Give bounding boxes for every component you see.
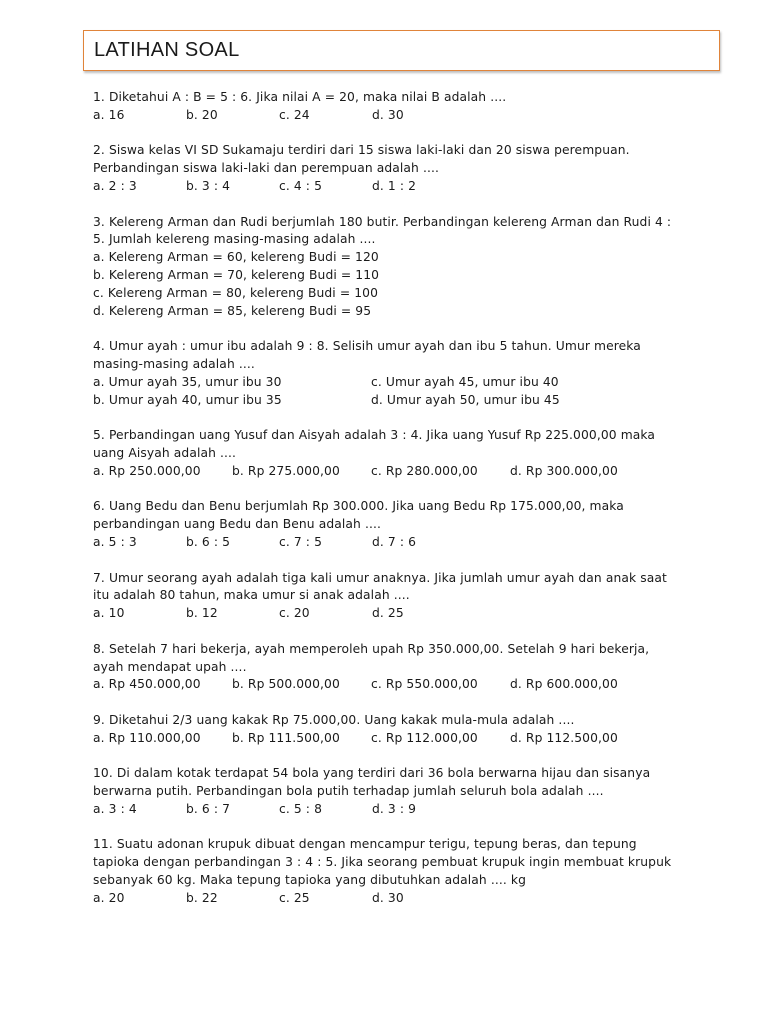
option-b: b. Rp 275.000,00 [232,463,340,478]
question-text: 2. Siswa kelas VI SD Sukamaju terdiri dari 15 siswa laki-laki dan 20 siswa perempuan. [93,143,630,158]
option-c: c. Umur ayah 45, umur ibu 40 [371,374,559,389]
option-b: b. 3 : 4 [186,178,231,193]
options-row [93,463,693,481]
question-text: 8. Setelah 7 hari bekerja, ayah memperoleh upah Rp 350.000,00. Setelah 9 hari bekerja, [93,641,650,656]
option-d: d. 25 [372,606,404,621]
question-list [93,89,693,925]
option-d: d. 30 [372,107,404,122]
option-c: c. 7 : 5 [279,534,322,549]
options-row [93,374,693,392]
option-a: a. 20 [93,890,125,905]
question-11 [93,836,693,907]
option-d: d. 30 [372,890,404,905]
option-d: d. Umur ayah 50, umur ibu 45 [371,392,560,407]
question-text: 4. Umur ayah : umur ibu adalah 9 : 8. Selisih umur ayah dan ibu 5 tahun. Umur mereka [93,339,641,354]
option-c: c. Rp 112.000,00 [371,730,478,745]
question-text: 5. Perbandingan uang Yusuf dan Aisyah adalah 3 : 4. Jika uang Yusuf Rp 225.000,00 maka [93,428,656,443]
option-b: b. 20 [186,107,218,122]
options-row [93,890,693,908]
option-b: b. Umur ayah 40, umur ibu 35 [93,392,282,407]
question-4 [93,338,693,409]
option-b: b. Rp 111.500,00 [232,730,340,745]
question-text: 9. Diketahui 2/3 uang kakak Rp 75.000,00. Uang kakak mula-mula adalah .... [93,712,575,727]
option-b: b. 6 : 7 [186,801,231,816]
options-row [93,178,693,196]
option-c: c. 24 [279,107,310,122]
option-c: c. Rp 280.000,00 [371,463,478,478]
option-a: a. Kelereng Arman = 60, kelereng Budi = 120 [93,250,379,265]
option-c: c. Kelereng Arman = 80, kelereng Budi = 100 [93,285,379,300]
options-row [93,676,693,694]
option-a: a. Rp 450.000,00 [93,677,201,692]
question-text: perbandingan uang Bedu dan Benu adalah .... [93,517,381,532]
option-a: a. Rp 250.000,00 [93,463,201,478]
option-c: c. 5 : 8 [279,801,322,816]
option-b: b. Rp 500.000,00 [232,677,340,692]
question-text: masing-masing adalah .... [93,356,255,371]
option-b: b. 6 : 5 [186,534,231,549]
option-d: d. 3 : 9 [372,801,417,816]
question-6 [93,498,693,551]
option-d: d. 1 : 2 [372,178,417,193]
question-text: 7. Umur seorang ayah adalah tiga kali umur anaknya. Jika jumlah umur ayah dan anak saat [93,570,667,585]
option-c: c. 20 [279,606,310,621]
option-a: a. 16 [93,107,125,122]
question-text: 10. Di dalam kotak terdapat 54 bola yang terdiri dari 36 bola berwarna hijau dan sisanya [93,766,651,781]
question-text: berwarna putih. Perbandingan bola putih terhadap jumlah seluruh bola adalah .... [93,784,604,799]
option-a: a. 5 : 3 [93,534,137,549]
question-text: sebanyak 60 kg. Maka tepung tapioka yang dibutuhkan adalah .... kg [93,873,526,888]
question-text: 3. Kelereng Arman dan Rudi berjumlah 180 butir. Perbandingan kelereng Arman dan Rudi 4 : [93,214,672,229]
question-text: 1. Diketahui A : B = 5 : 6. Jika nilai A = 20, maka nilai B adalah .... [93,90,507,104]
option-a: a. 10 [93,606,125,621]
question-8 [93,641,693,694]
option-c: c. 25 [279,890,310,905]
option-d: d. Rp 300.000,00 [510,463,618,478]
option-d: d. Kelereng Arman = 85, kelereng Budi = 95 [93,303,372,318]
option-b: b. 12 [186,606,218,621]
question-2 [93,142,693,195]
question-text: 5. Jumlah kelereng masing-masing adalah .... [93,232,376,247]
question-text: tapioka dengan perbandingan 3 : 4 : 5. Jika seorang pembuat krupuk ingin membuat krupuk [93,855,672,870]
options-row [93,730,693,748]
option-c: c. 4 : 5 [279,178,322,193]
page-title: LATIHAN SOAL [94,39,240,61]
question-text: uang Aisyah adalah .... [93,445,237,460]
options-row [93,534,693,552]
option-d: d. Rp 600.000,00 [510,677,618,692]
options-row [93,801,693,819]
option-a: a. 3 : 4 [93,801,137,816]
question-9 [93,712,693,748]
option-a: a. Rp 110.000,00 [93,730,201,745]
option-c: c. Rp 550.000,00 [371,677,478,692]
options-row [93,605,693,623]
option-b: b. 22 [186,890,218,905]
question-text: Perbandingan siswa laki-laki dan perempuan adalah .... [93,161,439,176]
question-10 [93,765,693,818]
question-1 [93,89,693,125]
option-d: d. 7 : 6 [372,534,417,549]
options-row [93,392,693,410]
question-text: ayah mendapat upah .... [93,659,247,674]
title-box [83,30,720,71]
option-a: a. Umur ayah 35, umur ibu 30 [93,374,282,389]
question-text: 6. Uang Bedu dan Benu berjumlah Rp 300.000. Jika uang Bedu Rp 175.000,00, maka [93,499,624,514]
question-3 [93,214,693,321]
question-7 [93,570,693,623]
options-row [93,107,693,125]
option-a: a. 2 : 3 [93,178,137,193]
question-text: 11. Suatu adonan krupuk dibuat dengan mencampur terigu, tepung beras, dan tepung [93,837,637,852]
question-text: itu adalah 80 tahun, maka umur si anak adalah .... [93,588,410,603]
option-b: b. Kelereng Arman = 70, kelereng Budi = 110 [93,267,380,282]
question-5 [93,427,693,480]
option-d: d. Rp 112.500,00 [510,730,618,745]
